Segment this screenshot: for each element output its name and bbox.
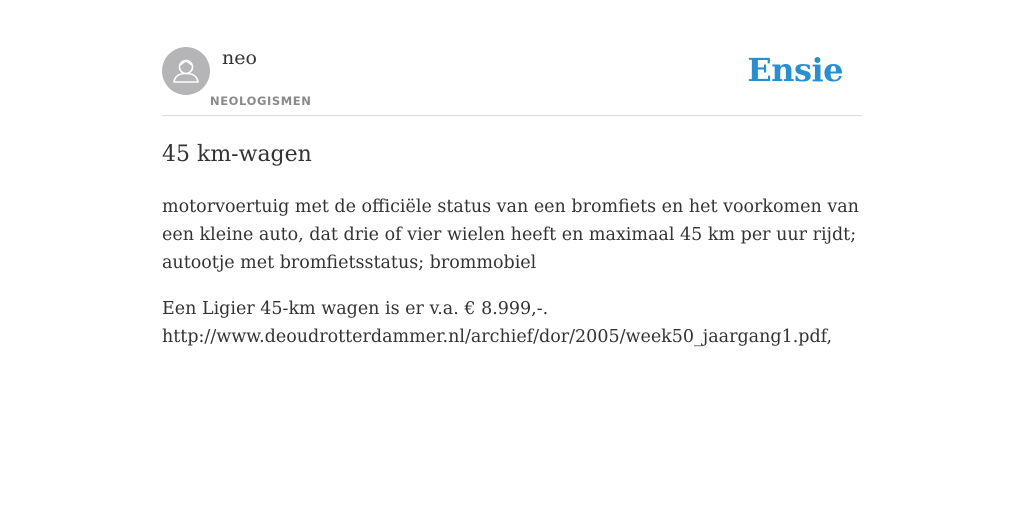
- entry-definition: motorvoertuig met de officiële status van een bromfiets en het voorkomen van een kleine auto, dat drie of vier wielen heeft en maximaal 45 km per uur rijdt; autootje met bromfietsstatus; brommobiel: [162, 197, 859, 273]
- user-icon: [162, 47, 210, 95]
- entry-title: 45 km-wagen: [162, 142, 312, 167]
- category-label[interactable]: NEOLOGISMEN: [210, 94, 312, 108]
- entry-example: [162, 295, 882, 351]
- brand-logo[interactable]: Ensie: [747, 51, 843, 89]
- author-name[interactable]: neo: [222, 47, 257, 69]
- example-quote: Een Ligier 45-km wagen is er v.a. € 8.999,-.: [162, 299, 549, 319]
- entry-card: [162, 0, 862, 347]
- entry-header: [162, 0, 862, 116]
- avatar[interactable]: [162, 47, 210, 95]
- example-source: http://www.deoudrotterdammer.nl/archief/dor/2005/week50_jaargang1.pdf,: [162, 327, 833, 347]
